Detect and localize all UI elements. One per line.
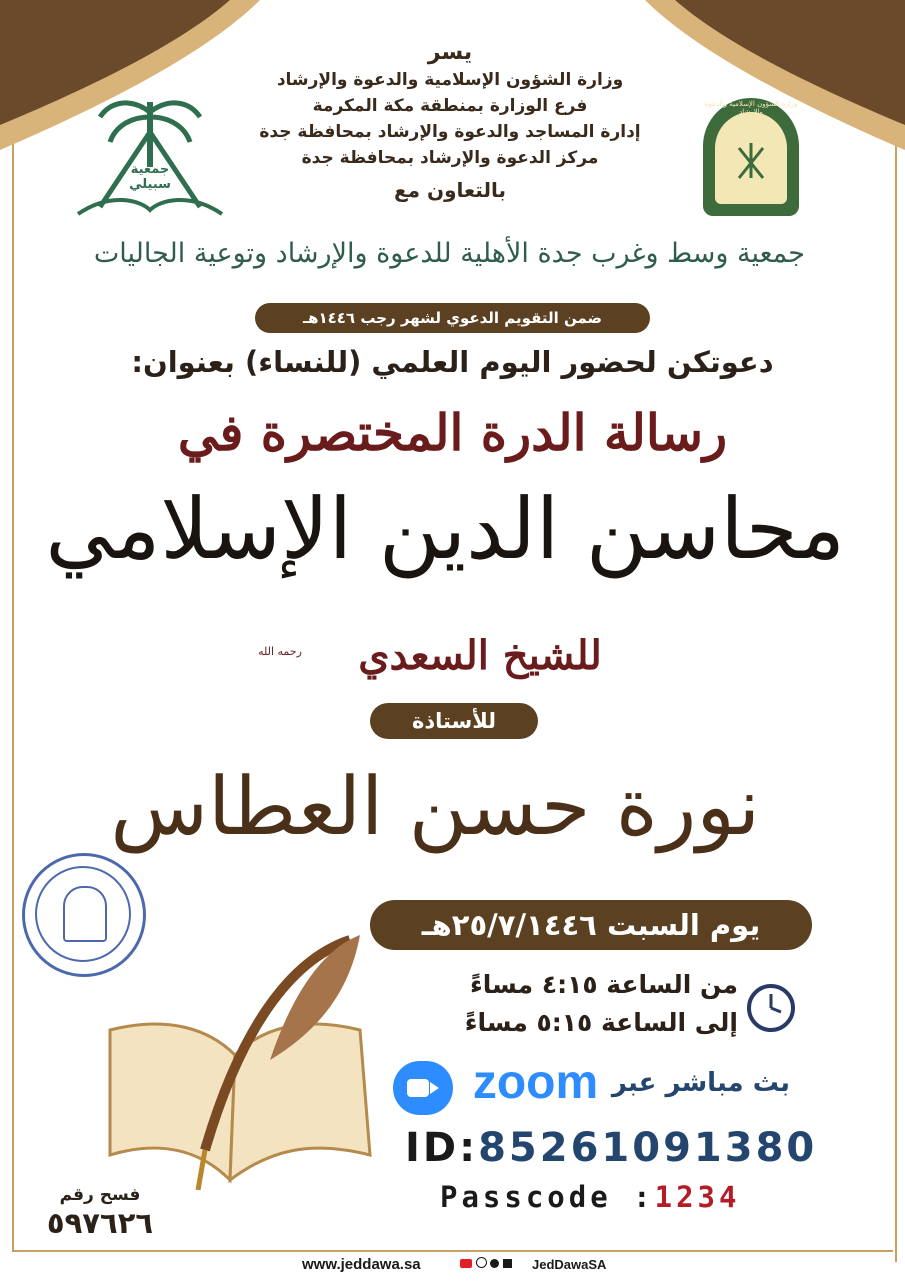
clock-icon <box>746 983 796 1033</box>
time-to: إلى الساعة ٥:١٥ مساءً <box>464 1008 738 1037</box>
header-line-3: إدارة المساجد والدعوة والإرشاد بمحافظة جدة <box>259 122 641 142</box>
header-line-4: مركز الدعوة والإرشاد بمحافظة جدة <box>301 148 599 168</box>
sabeeli-logo-text: جمعية سبيلي <box>129 162 171 192</box>
header-line-2: فرع الوزارة بمنطقة مكة المكرمة <box>312 96 588 116</box>
book-quill-illustration <box>90 920 390 1220</box>
youtube-icon[interactable] <box>460 1259 472 1268</box>
cooperation-label: بالتعاون مع <box>393 178 506 202</box>
permit-label: فسح رقم <box>59 1185 141 1205</box>
permit-number: ٥٩٧٦٢٦ <box>46 1206 154 1240</box>
title-line-2: محاسن الدين الإسلامي <box>45 480 845 578</box>
zoom-camera-icon <box>393 1061 453 1115</box>
palm-icon <box>70 92 230 222</box>
zoom-id-label: ID: <box>405 1125 479 1171</box>
footer-bar <box>12 1250 893 1282</box>
ministry-logo <box>703 98 799 216</box>
title-line-1: رسالة الدرة المختصرة في <box>177 403 728 462</box>
author-honorific: رحمه الله <box>258 645 302 658</box>
tiktok-icon[interactable] <box>490 1259 499 1268</box>
broadcast-label: بث مباشر عبر <box>611 1068 790 1098</box>
date-badge: يوم السبت ٢٥/٧/١٤٤٦هـ <box>370 900 812 950</box>
sabeeli-logo <box>70 92 230 222</box>
zoom-id-value: 85261091380 <box>478 1125 818 1171</box>
palm-swords-icon <box>731 138 771 188</box>
passcode-row <box>440 1180 780 1214</box>
footer-website[interactable]: www.jeddawa.sa <box>302 1256 421 1273</box>
social-icons <box>460 1257 532 1271</box>
x-icon[interactable] <box>503 1259 512 1268</box>
teacher-name: نورة حسن العطاس <box>110 760 760 853</box>
header-line-1: وزارة الشؤون الإسلامية والدعوة والإرشاد <box>276 70 624 90</box>
footer-handle[interactable]: JedDawaSA <box>532 1257 607 1272</box>
passcode-value: 1234 <box>654 1180 741 1214</box>
passcode-label: Passcode : <box>440 1180 655 1214</box>
time-from: من الساعة ٤:١٥ مساءً <box>470 970 738 999</box>
teacher-label: للأستاذة <box>370 703 538 739</box>
author-name: للشيخ السعدي <box>358 632 602 679</box>
association-name: جمعية وسط وغرب جدة الأهلية للدعوة والإرشاد وتوعية الجاليات <box>93 238 805 269</box>
invite-text: دعوتكن لحضور اليوم العلمي (للنساء) بعنوان: <box>131 345 774 379</box>
zoom-wordmark: zoom <box>472 1056 599 1109</box>
instagram-icon[interactable] <box>476 1257 487 1268</box>
zoom-id-row <box>405 1125 818 1171</box>
sponsor-word: يسر <box>427 40 473 65</box>
ministry-logo-text: وزارة الشؤون الإسلامية والدعوة والإرشاد <box>704 100 798 116</box>
calendar-badge: ضمن التقويم الدعوي لشهر رجب ١٤٤٦هـ <box>255 303 650 333</box>
